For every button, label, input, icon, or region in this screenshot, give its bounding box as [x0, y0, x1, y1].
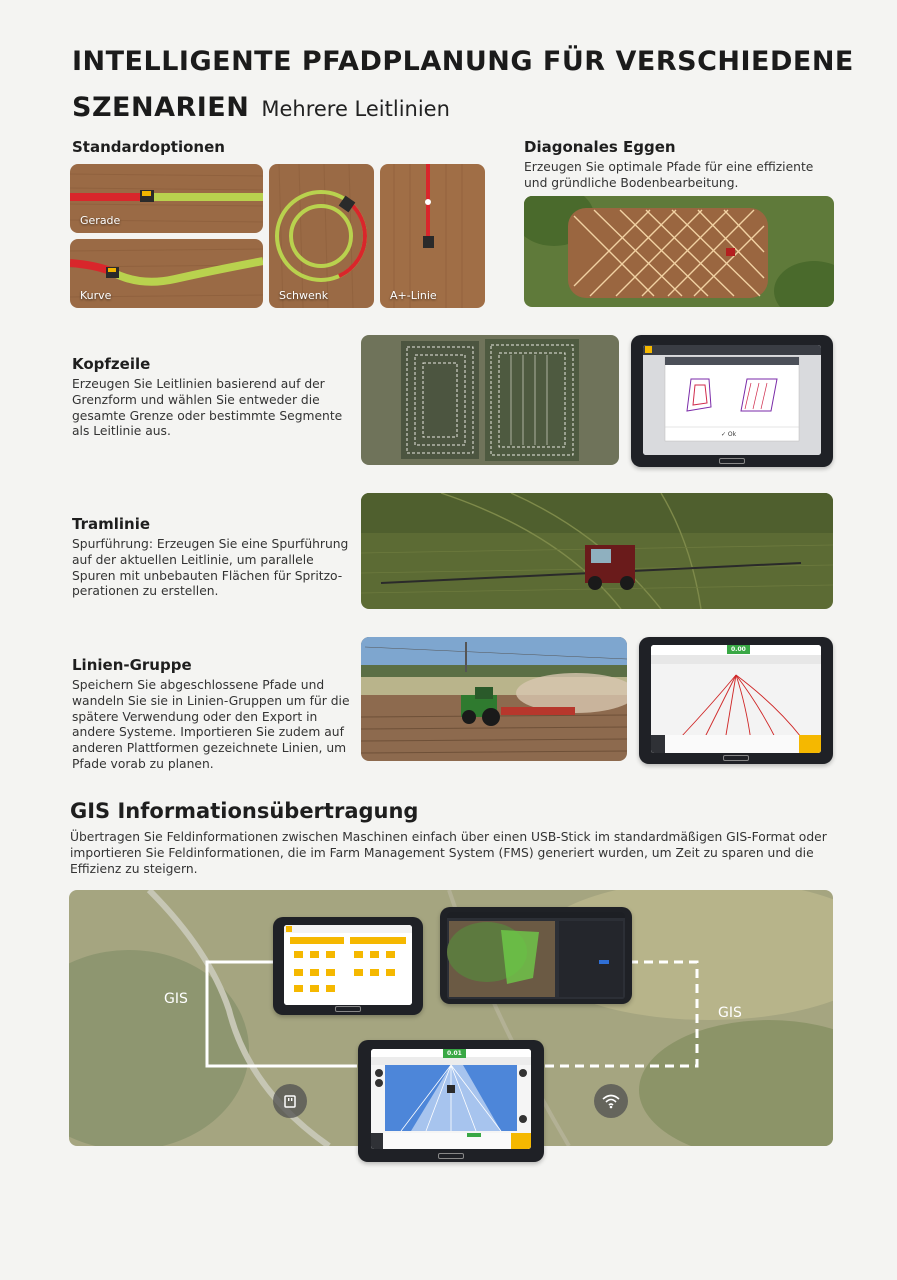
tile-kurve-label: Kurve	[80, 289, 112, 302]
kopfzeile-field-image	[361, 335, 619, 465]
kopfzeile-display-screen	[643, 345, 821, 455]
guidance-screen-image	[651, 645, 821, 753]
gis-guidance-display	[358, 1040, 544, 1162]
file-transfer-screen-image	[284, 925, 412, 1005]
gis-label-right: GIS	[718, 1005, 742, 1021]
kopfzeile-aerial-image	[361, 335, 619, 465]
linien-gruppe-display	[639, 637, 833, 764]
diagonal-field-image	[524, 196, 834, 307]
tile-schwenk	[269, 164, 374, 308]
brand-plate	[438, 1153, 464, 1159]
gis-file-display	[273, 917, 423, 1015]
gis-fms-tablet-screen	[447, 912, 625, 999]
diagonal-text: Erzeugen Sie optimale Pfade für eine effiziente und gründliche Bodenbearbeitung.	[524, 160, 814, 190]
linien-gruppe-title: Linien-Gruppe	[72, 656, 192, 674]
linien-gruppe-tractor-image	[361, 637, 627, 761]
gis-file-display-screen	[284, 925, 412, 1005]
linien-gruppe-text: Speichern Sie abgeschlossene Pfade und wandeln Sie sie in Linien-Gruppen um für die spätere Verwendung oder den Export in andere Systeme. Importieren Sie zudem auf anderen Plattformen gezeichnete Linien, um Pfade vorab zu planen.	[72, 678, 350, 771]
brand-plate	[723, 755, 749, 761]
tile-gerade-label: Gerade	[80, 214, 121, 227]
tile-gerade	[70, 164, 263, 233]
sprayer-field-image	[361, 493, 833, 609]
speed-indicator: 0.00	[727, 645, 750, 654]
gis-guidance-display-screen	[371, 1049, 531, 1149]
wifi-icon	[594, 1084, 628, 1118]
headland-dialog-image	[643, 345, 821, 455]
brand-plate	[719, 458, 745, 464]
diagonal-image	[524, 196, 834, 307]
tractor-field-image	[361, 637, 627, 761]
tile-a-linie	[380, 164, 485, 308]
tramlinie-title: Tramlinie	[72, 515, 151, 533]
gis-title: GIS Informationsübertragung	[70, 799, 419, 823]
a-linie-field-image	[380, 164, 485, 308]
diagonal-title: Diagonales Eggen	[524, 138, 676, 156]
kopfzeile-title: Kopfzeile	[72, 355, 151, 373]
schwenk-field-image	[269, 164, 374, 308]
tile-kurve	[70, 239, 263, 308]
headland-ok-button[interactable]: ✓ Ok	[721, 431, 737, 438]
usb-icon	[273, 1084, 307, 1118]
tile-schwenk-label: Schwenk	[279, 289, 329, 302]
tramlinie-text: Spurführung: Erzeugen Sie eine Spurführung auf der aktuellen Leitlinie, um parallele Spuren mit unbebauten Flächen für Spritzo- perationen zu erstellen.	[72, 537, 349, 599]
kopfzeile-display	[631, 335, 833, 467]
page-subtitle: Mehrere Leitlinien	[261, 97, 450, 121]
tile-a-linie-label: A+-Linie	[390, 289, 437, 302]
gis-text: Übertragen Sie Feldinformationen zwischen Maschinen einfach über einen USB-Stick im standardmäßigen GIS-Format oder importieren Sie Feldinformationen, die im Farm Management System (FMS) generiert wurden, um Zeit zu sparen und die Effizienz zu steigern.	[70, 830, 827, 876]
page-title-line2	[72, 92, 450, 123]
tramlinie-sprayer-image	[361, 493, 833, 609]
linien-gruppe-display-screen	[651, 645, 821, 753]
kopfzeile-text: Erzeugen Sie Leitlinien basierend auf der Grenzform und wählen Sie entweder die gesamte Grenze oder bestimmte Segmente als Leitlinie aus.	[72, 377, 343, 439]
gis-label-left: GIS	[164, 991, 188, 1007]
brand-plate	[335, 1006, 361, 1012]
fms-map-screen-image	[447, 912, 625, 999]
standard-title: Standardoptionen	[72, 138, 225, 156]
page-title-word: SZENARIEN	[72, 92, 250, 123]
gis-speed-indicator: 0.01	[443, 1049, 466, 1058]
page-title-line1: INTELLIGENTE PFADPLANUNG FÜR VERSCHIEDENE	[72, 46, 854, 77]
gis-fms-tablet	[440, 907, 632, 1004]
gis-guidance-screen-image	[371, 1049, 531, 1149]
